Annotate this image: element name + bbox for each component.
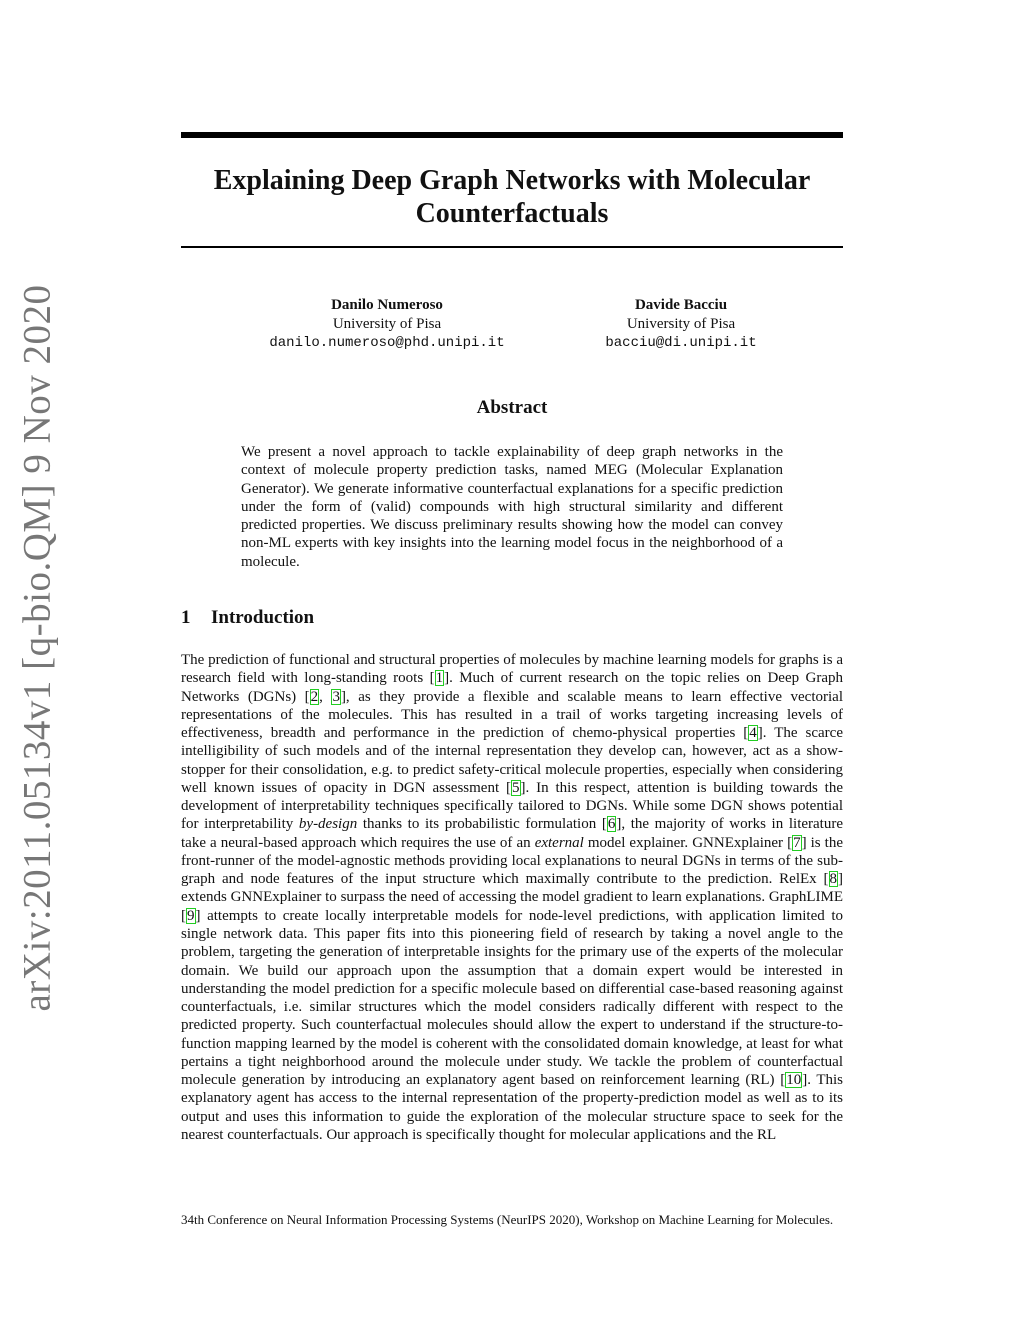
body-text: ], the majority of works in literature take a neural-based approach which requires the use of an [181, 816, 843, 851]
body-text: thanks to its probabilistic formulation [ [357, 816, 607, 833]
citation-link[interactable]: 10 [786, 1072, 802, 1089]
body-text: The prediction of functional and structural properties of molecules by machine learning models for graphs is a research field with long-standing roots [ [181, 652, 843, 687]
body-text: ]. This explanatory agent has access to the internal representation of the property-prediction model as well as to its output and uses this information to guide the exploration of the molecular structure space to seek for the nearest counterfactuals. Our approach is specifically thought for molecular applications and the RL [181, 1072, 843, 1143]
author-name: Davide Bacciu [634, 297, 728, 313]
body-text: ]. In this respect, attention is building towards the development of interpretability techniques specifically tailored to DGNs. While some DGN shows potential for interpretability [181, 779, 843, 833]
section-title: Introduction [211, 607, 315, 628]
citation-link[interactable]: 5 [512, 779, 520, 796]
citation-link[interactable]: 4 [749, 725, 757, 742]
emphasis-text: external [534, 834, 584, 851]
arxiv-identifier: arXiv:2011.05134v1 [q-bio.QM] 9 Nov 2020 [15, 284, 59, 1012]
citation-link[interactable]: 9 [187, 907, 195, 924]
author-name: Danilo Numeroso [331, 297, 443, 313]
citation-link[interactable]: 6 [607, 816, 616, 833]
section-number: 1 [181, 607, 191, 628]
abstract-heading: Abstract [476, 397, 548, 418]
title-bottom-rule [181, 246, 843, 248]
introduction-paragraph [181, 651, 843, 1144]
body-text: ]. Much of current research on the topic relies on Deep Graph Networks (DGNs) [ [181, 670, 843, 705]
body-text: ], as they provide a flexible and scalable means to learn effective vectorial representations of the molecules. This has resulted in a trail of works targeting increasing levels of effectiveness, breadth and performance in the prediction of chemo-physical properties [ [181, 688, 843, 742]
author-email: bacciu@di.unipi.it [605, 335, 757, 351]
footnote: 34th Conference on Neural Information Processing Systems (NeurIPS 2020), Workshop on Machine Learning for Molecules. [181, 1212, 834, 1227]
body-text: ]. The scarce intelligibility of such models and of the internal representation they develop can, however, act as a show-stopper for their consolidation, e.g. to predict safety-critical molecule properties, especially when considering well known issues of opacity in DGN assessment [ [181, 725, 843, 796]
emphasis-text: by-design [298, 816, 358, 833]
author-affiliation: University of Pisa [626, 316, 736, 332]
author-block [540, 296, 822, 353]
title-top-rule [181, 132, 843, 138]
section-heading [181, 607, 314, 629]
abstract-text: We present a novel approach to tackle explainability of deep graph networks in the context of molecule property prediction tasks, named MEG (Molecular Explanation Generator). We generate informative counterfactual explanations for a specific prediction under the form of (valid) compounds with high structural similarity and different predicted properties. We discuss preliminary results showing how the model can convey non-ML experts with key insights into the learning model focus in the neighborhood of a molecule. [241, 444, 783, 570]
body-text: model explainer. GNNExplainer [ [583, 834, 793, 851]
citation-link[interactable]: 3 [332, 688, 340, 705]
citation-link[interactable]: 7 [793, 834, 801, 851]
citation-link[interactable]: 2 [310, 688, 319, 705]
author-affiliation: University of Pisa [332, 316, 442, 332]
citation-link[interactable]: 1 [435, 670, 444, 687]
body-text: ] extends GNNExplainer to surpass the need of accessing the model gradient to learn explanations. GraphLIME [ [181, 871, 843, 924]
body-text: ] attempts to create locally interpretable models for node-level predictions, with application limited to single network data. This paper fits into this pioneering field of research by taking a novel angle to the problem, targeting the generation of interpretable insights for the primary use of the experts of the molecular domain. We build our approach upon the assumption that a domain expert would be interested in understanding the model prediction for a specific molecule based on differential case-based reasoning against counterfactuals, i.e. similar structures which the model considers radically different with respect to the predicted property. Such counterfactual molecules should allow the expert to understand if the structure-to-function mapping learned by the model is coherent with the consolidated domain knowledge, at least for what pertains a tight neighborhood around the molecule under study. We tackle the problem of counterfactual molecule generation by introducing an explanatory agent based on reinforcement learning (RL) [ [181, 907, 843, 1089]
citation-link[interactable]: 8 [829, 871, 837, 888]
author-email: danilo.numeroso@phd.unipi.it [269, 335, 505, 351]
body-text: ] is the front-runner of the model-agnostic methods providing local explanations to neural DGNs in terms of the sub-graph and node features of the input structure which maximally contribute to the prediction. RelEx [ [181, 834, 843, 888]
paper-title: Explaining Deep Graph Networks with Molecular Counterfactuals [213, 165, 811, 229]
body-text: , [319, 688, 332, 705]
author-block [232, 296, 542, 353]
